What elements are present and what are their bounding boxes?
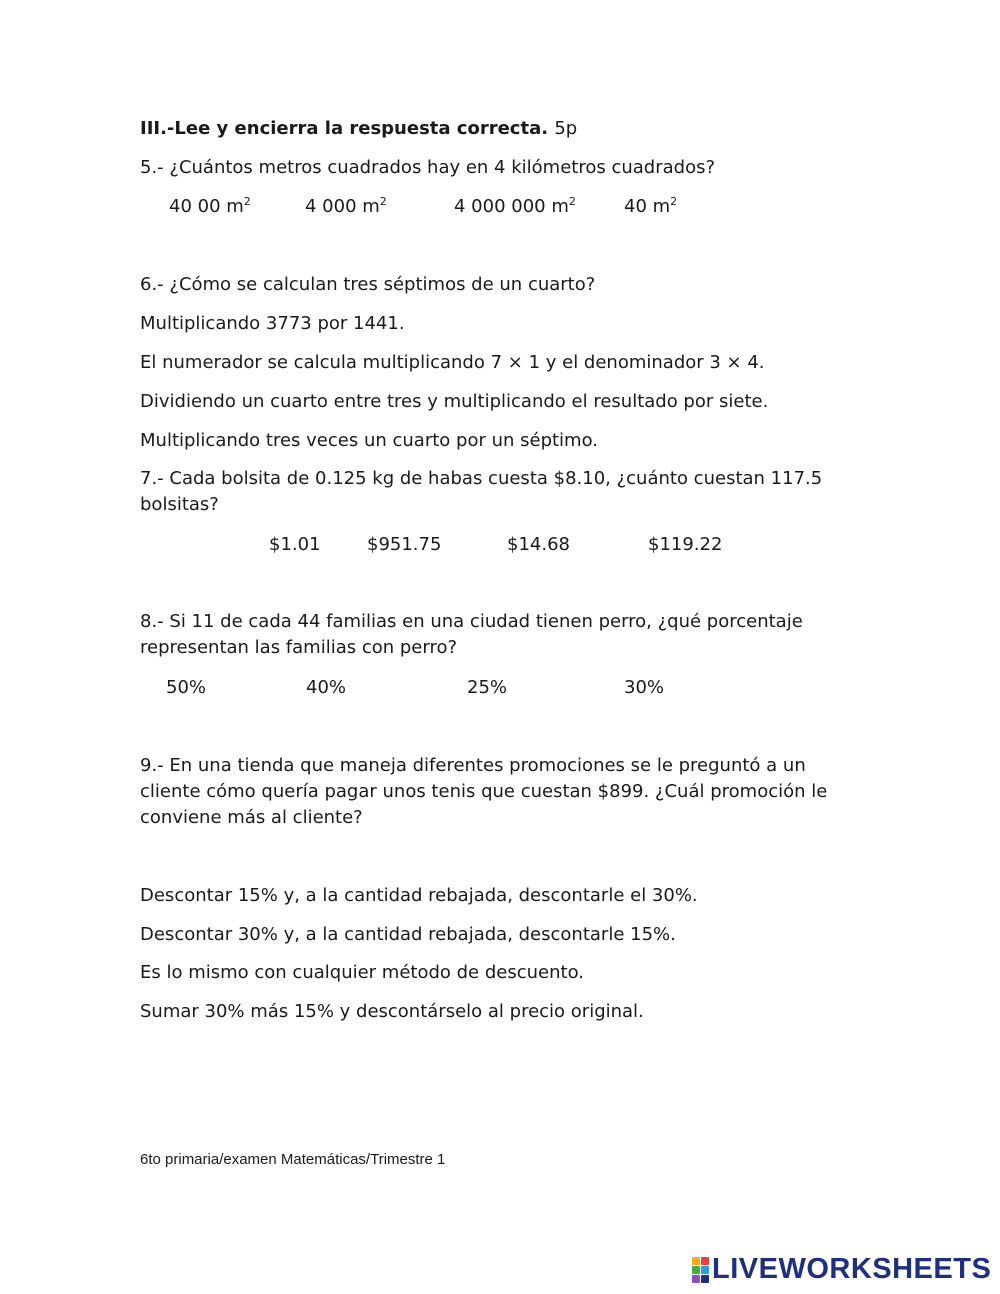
section-points: 5p [554,118,578,139]
q9-option[interactable]: Descontar 15% y, a la cantidad rebajada, descontarle el 30%. [140,885,698,906]
q5-option[interactable]: 40 $m^2$ [624,195,678,217]
q5-option[interactable]: 4 000 $m^2$ [305,195,387,217]
logo-tile [701,1257,709,1265]
brand-name: LIVEWORKSHEETS [712,1253,992,1285]
q8-option[interactable]: 25% [467,677,508,698]
question-5: 5.- ¿Cuántos metros cuadrados hay en 4 kilómetros cuadrados? [140,157,716,178]
logo-tile [692,1275,700,1283]
q8-option[interactable]: 30% [624,677,665,698]
q5-option[interactable]: 4 000 000 $m^2$ [454,195,576,217]
q9-option[interactable]: Es lo mismo con cualquier método de descuento. [140,962,584,983]
logo-tile [701,1275,709,1283]
q6-option[interactable]: Multiplicando 3773 por 1441. [140,313,405,334]
section-heading [140,118,577,139]
q8-option[interactable]: 40% [306,677,347,698]
logo-tile [701,1266,709,1274]
brand-logo[interactable] [692,1253,991,1286]
question-6: 6.- ¿Cómo se calculan tres séptimos de un cuarto? [140,274,596,295]
q7-option[interactable]: $951.75 [367,534,442,555]
q9-option[interactable]: Descontar 30% y, a la cantidad rebajada, descontarle 15%. [140,924,676,945]
q7-option[interactable]: $14.68 [507,534,570,555]
logo-tile [692,1257,700,1265]
q7-option[interactable]: $1.01 [269,534,321,555]
section-title: III.-Lee y encierra la respuesta correcta. [140,118,549,139]
q6-option[interactable]: El numerador se calcula multiplicando 7 × 1 y el denominador 3 × 4. [140,352,765,373]
q8-option[interactable]: 50% [166,677,207,698]
question-8: 8.- Si 11 de cada 44 familias en una ciudad tienen perro, ¿qué porcentaje representan las familias con perro? [140,611,803,658]
logo-grid-icon [692,1257,709,1283]
q6-option[interactable]: Multiplicando tres veces un cuarto por un séptimo. [140,430,599,451]
q5-option[interactable]: 40 00 $m^2$ [169,195,251,217]
q6-option[interactable]: Dividiendo un cuarto entre tres y multiplicando el resultado por siete. [140,391,769,412]
q7-option[interactable]: $119.22 [648,534,723,555]
q9-option[interactable]: Sumar 30% más 15% y descontárselo al precio original. [140,1001,644,1022]
logo-tile [692,1266,700,1274]
page-footer: 6to primaria/examen Matemáticas/Trimestre 1 [140,1151,446,1168]
question-7: 7.- Cada bolsita de 0.125 kg de habas cuesta $8.10, ¿cuánto cuestan 117.5 bolsitas? [140,468,823,515]
question-9: 9.- En una tienda que maneja diferentes promociones se le preguntó a un cliente cómo quería pagar unos tenis que cuestan $899. ¿Cuál promoción le conviene más al cliente? [140,755,828,828]
